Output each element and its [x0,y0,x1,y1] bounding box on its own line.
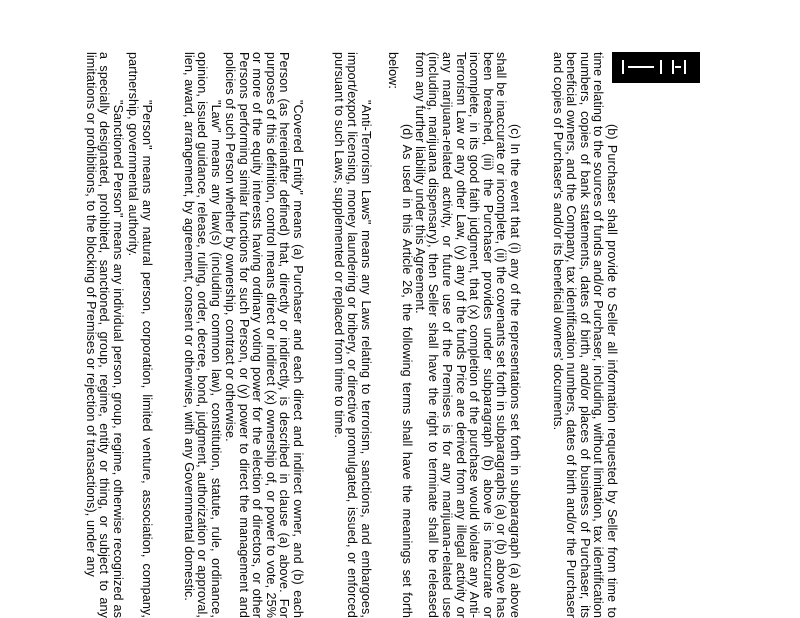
paragraph-c [412,52,521,618]
redaction-line [628,66,654,68]
rotated-text-body [83,52,619,618]
paragraph-b [550,52,618,618]
definition-covered-entity [222,52,304,618]
definition-text: "Anti-Terrorism Laws" means any Laws relating to terrorism, sanctions, and embargoes, import/export licensing, money laundering or bribery, or directive promulgated, issued, or enforced pursuant to such Laws, supplemented or replaced from time to time. [331,52,373,618]
definition-text: "Sanctioned Person" means any individual person, group, regime, otherwise recognized as a specially designated, prohibited, sanctioned, group, regime, entity or thing, or subject to any limitations or prohibitions, to the blocking of Premises or rejection of transactions), under any [83,52,125,618]
definition-sanctioned-person [83,52,124,618]
definition-text: "Covered Entity" means (a) Purchaser and each direct and indirect owner, and (b) each Person (as hereinafter defined) that, directly or indirectly, is described in clause (a) above. For purposes of this definition, control means direct or indirect (x) ownership of, or power to vote, 25% or more of the equity interests having ordinary voting power for the election of directors, or other Persons performing similar functions for such Person, or (y) power to direct the management and policies of such Person whether by ownership, contract or otherwise. [223,52,305,618]
redaction-line [675,66,681,68]
definition-text: "Person" means any natural person, corporation, limited venture, association, company, partnership, governmental authority. [126,52,154,618]
definition-law [181,52,222,618]
paragraph-text: (b) Purchaser shall provide to Seller all information requested by Seller from time to time relating to the sources of funds and/or Purchaser, including, without limitation, tax identification numbers, copies of bank statements, dates of birth, and/or places of business of Purchaser, its beneficial owners, and the Company, tax identification numbers, dates of birth and/or the Purchaser and copies of Purchaser's and/or its beneficial owners' documents. [550,52,619,618]
redaction-bar [612,52,700,83]
definition-text: "Law" means any law(s) (including common law), constitution, statute, rule, ordinance, opinion, issued guidance, release, ruling, order, decree, bond, judgment, authorization or approval, lien, award, arrangement, by agreement, consent or otherwise, with any Governmental domestic. [181,52,223,618]
paragraph-text: (d) As used in this Article 26, the following terms shall have the meanings set forth below: [386,52,414,618]
paragraph-text: (c) In the event that (i) any of the representations set forth in subparagraph (a) above shall be inaccurate or incomplete, (ii) the covenants set forth in subparagraphs (a) or (b) above has been breached, (iii) the Purchaser provides under subparagraph (b) above is inaccurate or incomplete, in its good faith judgment, that (x) completion of the purchase would violate any Anti-Terrorism Law or any other Law, (y) any of the funds Price are derived from any illegal activity or any marijuana-related activity, or future use of the Premises is for any marijuana-related use (including, marijuana dispensary), then Seller shall have the right to terminate shall be released from any further liability under this Agreement. [412,52,522,618]
definition-person [126,52,153,618]
paragraph-d [386,52,413,618]
definition-anti-terrorism-laws [331,52,372,618]
